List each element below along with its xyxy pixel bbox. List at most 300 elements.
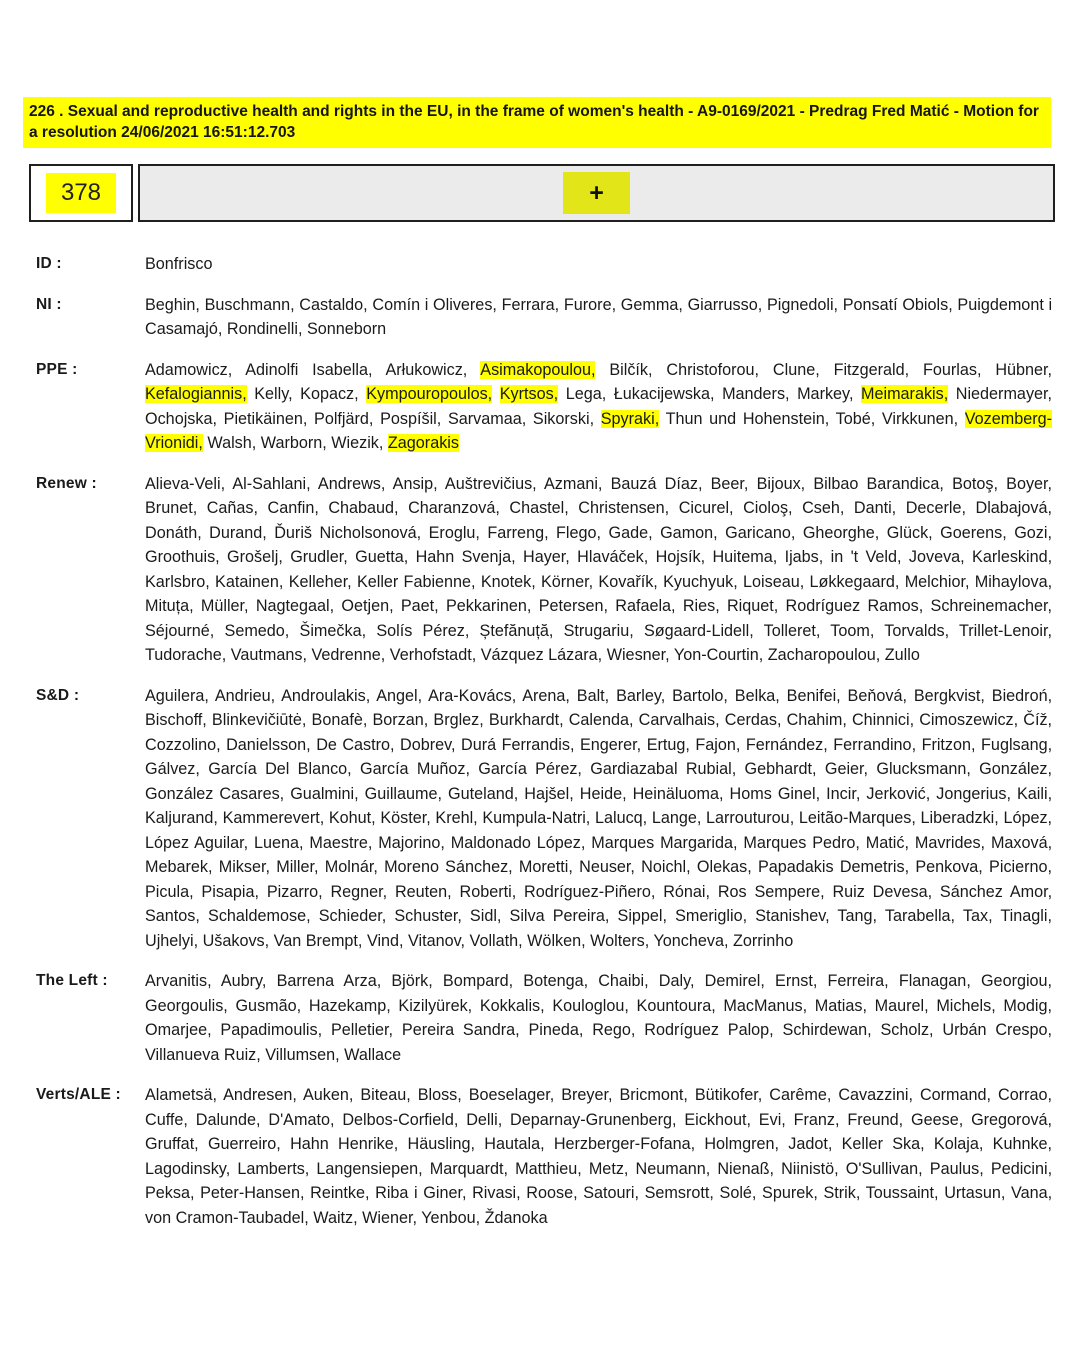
member-name: De Castro, <box>316 735 395 754</box>
member-name: Fajon, <box>695 735 741 754</box>
member-name: Pedicini, <box>990 1159 1053 1178</box>
member-name: Mihaylova, <box>974 572 1053 591</box>
member-name: Séjourné, <box>145 621 215 640</box>
member-name: Wölken, <box>527 931 586 950</box>
vote-count-box <box>29 164 133 222</box>
member-name: Cuffe, <box>145 1110 188 1129</box>
member-name: Cicurel, <box>678 499 734 517</box>
member-name: Clune, <box>772 360 820 379</box>
member-name: Gusmão, <box>235 996 302 1015</box>
member-name: Delbos-Corfield, <box>342 1110 459 1129</box>
member-name: Glück, <box>886 523 933 542</box>
member-name: González, <box>979 760 1053 778</box>
member-name: Wiener, <box>362 1208 418 1227</box>
member-name: Jerković, <box>866 784 931 803</box>
member-name: Boyer, <box>1006 474 1053 493</box>
member-name: Cioloş, <box>743 499 793 517</box>
member-name: Neuser, <box>579 858 635 876</box>
member-name: Spyraki, <box>600 409 660 428</box>
member-name: Müller, <box>200 597 249 615</box>
member-name: Karleskind, <box>972 548 1053 566</box>
member-name: Pekkarinen, <box>445 597 532 615</box>
member-name: Demirel, <box>704 972 765 990</box>
member-name: Knotek, <box>480 572 536 591</box>
member-name: Roberti, <box>459 882 517 901</box>
member-name: Ara-Kovács, <box>428 686 517 705</box>
member-name: Kympouropoulos, <box>366 385 493 403</box>
member-name: Björk, <box>391 972 433 990</box>
member-name: Silva Pereira, <box>509 907 610 925</box>
member-name: Satouri, <box>583 1184 639 1202</box>
member-name: Liberadzki, <box>920 809 999 827</box>
member-name: Danti, <box>853 499 897 517</box>
member-name: Bischoff, <box>145 711 207 729</box>
member-name: Cozzolino, <box>145 735 221 754</box>
member-name: Urbán Crespo, <box>942 1021 1052 1039</box>
member-name: Langensiepen, <box>316 1159 423 1178</box>
member-name: Goerens, <box>940 523 1007 542</box>
member-name: Androulakis, <box>281 686 371 705</box>
member-name: Furore, <box>563 295 617 314</box>
member-name: Maldonado López, <box>450 833 586 852</box>
member-name: Niinistö, <box>781 1159 839 1178</box>
member-name: Mikser, <box>218 858 270 876</box>
member-name: García Muñoz, <box>359 760 470 778</box>
member-name: Vollath, <box>469 931 523 950</box>
member-name: Číž, <box>1023 711 1053 729</box>
member-name: Peksa, <box>145 1184 195 1202</box>
member-name: Christensen, <box>578 499 670 517</box>
member-name: Gamon, <box>660 523 718 542</box>
member-name: Pisapia, <box>201 882 260 901</box>
member-name: Riquet, <box>726 597 779 615</box>
group-names-id <box>145 252 1052 277</box>
member-name: Vitanov, <box>408 931 466 950</box>
member-name: Lamberts, <box>237 1159 310 1178</box>
member-name: Wallace <box>344 1045 402 1064</box>
member-name: Jongerius, <box>936 784 1011 803</box>
vote-title: 226 . Sexual and reproductive health and rights in the EU, in the frame of women's health - A9-0169/2021 - Predrag Fred Matić - Motion for a resolution 24/06/2021 16:51:12.703 <box>29 103 1039 141</box>
member-name: Tobé, <box>835 409 876 428</box>
member-name: Ždanoka <box>484 1208 548 1227</box>
member-name: Omarjee, <box>145 1021 212 1039</box>
member-name: Keller Fabienne, <box>356 572 476 591</box>
member-name: Marques Pedro, <box>743 833 860 852</box>
member-name: Marquardt, <box>429 1159 509 1178</box>
group-names-ni <box>145 293 1052 342</box>
member-name: Schirdewan, <box>782 1021 872 1039</box>
member-name: Pelletier, <box>330 1021 394 1039</box>
member-name: Biedroń, <box>991 686 1053 705</box>
member-name: Bompard, <box>442 972 514 990</box>
group-label-ni: NI : <box>36 295 62 313</box>
member-name: Kyuchyuk, <box>663 572 738 591</box>
member-name: Gardiazabal Rubial, <box>590 760 737 778</box>
member-name: Leitão-Marques, <box>798 809 916 827</box>
member-name: Mavrides, <box>914 833 986 852</box>
member-name: Solé, <box>719 1184 757 1202</box>
member-name: Adinolfi Isabella, <box>245 360 373 379</box>
member-name: Kopacz, <box>300 385 359 403</box>
member-name: Lega, <box>565 385 607 403</box>
member-name: Noichl, <box>641 858 691 876</box>
group-row-verts <box>36 1083 1052 1230</box>
member-name: Decerle, <box>905 499 966 517</box>
member-name: Guetta, <box>355 548 409 566</box>
member-name: Vana, <box>1011 1184 1053 1202</box>
member-name: Ertug, <box>646 735 690 754</box>
member-name: Pietikäinen, <box>223 409 308 428</box>
member-name: Chabaud, <box>328 499 399 517</box>
member-name: Garicano, <box>725 523 796 542</box>
member-name: Kovařík, <box>598 572 658 591</box>
member-name: Al-Sahlani, <box>232 474 311 493</box>
member-name: Boeselager, <box>468 1086 555 1104</box>
member-name: Balt, <box>576 686 610 705</box>
member-name: Puigdemont i Casamajó, <box>145 295 1053 338</box>
member-name: Markey, <box>797 385 854 403</box>
member-name: Krehl, <box>435 809 478 827</box>
member-name: Holmgren, <box>704 1135 780 1153</box>
member-name: Keller Ska, <box>841 1135 925 1153</box>
member-name: Ernst, <box>775 972 818 990</box>
member-name: Adamowicz, <box>145 360 233 379</box>
member-name: Beghin, <box>145 295 200 314</box>
member-name: Gheorghe, <box>802 523 880 542</box>
member-name: Asimakopoulou, <box>480 360 596 379</box>
member-name: Schieder, <box>318 907 387 925</box>
member-name: Heinäluoma, <box>632 784 724 803</box>
member-name: Santos, <box>145 907 200 925</box>
member-name: Vázquez Lázara, <box>480 646 603 664</box>
member-name: Meimarakis, <box>860 385 949 403</box>
member-name: Sidl, <box>469 907 502 925</box>
group-row-left <box>36 969 1052 1067</box>
member-name: Riba i Giner, <box>375 1184 467 1202</box>
member-name: Homs Ginel, <box>729 784 821 803</box>
member-name: Gregorová, <box>971 1110 1053 1129</box>
member-name: Villanueva Ruiz, <box>145 1045 261 1064</box>
member-name: Petersen, <box>538 597 608 615</box>
group-row-id <box>36 252 1052 277</box>
member-name: Hahn Svenja, <box>415 548 516 566</box>
member-name: Kelleher, <box>288 572 352 591</box>
member-name: Comín i Oliveres, <box>372 295 497 314</box>
member-name: López, <box>1003 809 1053 827</box>
member-name: Georgoulis, <box>145 996 228 1015</box>
member-name: Karlsbro, <box>145 572 210 591</box>
member-name: Matić, <box>865 833 909 852</box>
member-name: Picula, <box>145 882 194 901</box>
member-name: Botoş, <box>952 474 998 493</box>
group-label-sd: S&D : <box>36 686 80 704</box>
member-name: Aguilera, <box>145 686 209 705</box>
member-name: Flego, <box>556 523 602 542</box>
member-name: Bergkvist, <box>913 686 985 705</box>
member-name: Köster, <box>380 809 431 827</box>
member-name: Yon-Courtin, <box>673 646 764 664</box>
member-name: Arena, <box>522 686 570 705</box>
member-name: Burkhardt, <box>488 711 564 729</box>
group-label-left: The Left : <box>36 972 108 989</box>
member-name: Giarrusso, <box>687 295 763 314</box>
member-name: Vedrenne, <box>311 646 386 664</box>
member-name: Majorino, <box>378 833 445 852</box>
member-name: Sippel, <box>617 907 668 925</box>
member-name: Carvalhais, <box>638 711 720 729</box>
member-name: Sánchez Amor, <box>939 882 1053 901</box>
member-name: Alieva-Veli, <box>145 474 226 493</box>
member-name: Herzberger-Fofana, <box>553 1135 696 1153</box>
member-name: Stanishev, <box>755 907 830 925</box>
group-list <box>36 252 1052 1246</box>
member-name: Smeriglio, <box>675 907 748 925</box>
member-name: Zullo <box>884 646 920 664</box>
group-row-renew <box>36 472 1052 668</box>
member-name: Fourlas, <box>923 360 982 379</box>
member-name: Picierno, <box>989 858 1053 876</box>
member-name: Auken, <box>302 1086 354 1104</box>
member-name: MacManus, <box>723 996 808 1015</box>
member-name: Barley, <box>616 686 666 705</box>
member-name: Ujhelyi, <box>145 931 199 950</box>
member-name: Sarvamaa, <box>447 409 527 428</box>
member-name: Marques Margarida, <box>591 833 738 852</box>
member-name: Regner, <box>330 882 388 901</box>
member-name: Cimoszewicz, <box>919 711 1019 729</box>
member-name: Chastel, <box>509 499 569 517</box>
member-name: Jadot, <box>788 1135 833 1153</box>
member-name: Delli, <box>466 1110 503 1129</box>
member-name: González Casares, <box>145 784 285 803</box>
member-name: Tudorache, <box>145 646 227 664</box>
member-name: Solís Pérez, <box>376 621 470 640</box>
member-name: Maurel, <box>874 996 929 1015</box>
member-name: Rafaela, <box>615 597 676 615</box>
member-name: Rivasi, <box>472 1184 521 1202</box>
member-name: Farreng, <box>487 523 549 542</box>
member-name: Lalucq, <box>594 809 648 827</box>
member-name: Pineda, <box>528 1021 584 1039</box>
member-name: D'Amato, <box>268 1110 335 1129</box>
vote-title-banner <box>23 97 1051 148</box>
member-name: Verhofstadt, <box>389 646 477 664</box>
member-name: Waitz, <box>313 1208 358 1227</box>
member-name: Manders, <box>722 385 790 403</box>
member-name: Kaljurand, <box>145 809 218 827</box>
member-name: Andresen, <box>223 1086 297 1104</box>
member-name: Bilbao Barandica, <box>813 474 944 493</box>
member-name: Ijabs, <box>784 548 824 566</box>
member-name: Papadimoulis, <box>220 1021 323 1039</box>
member-name: Paet, <box>400 597 439 615</box>
member-name: Schaldemose, <box>208 907 311 925</box>
member-name: Ruiz Devesa, <box>832 882 933 901</box>
member-name: Molnár, <box>324 858 378 876</box>
member-name: Moretti, <box>518 858 573 876</box>
member-name: Grudler, <box>290 548 348 566</box>
member-name: Virkkunen, <box>881 409 959 428</box>
member-name: Oetjen, <box>341 597 394 615</box>
member-name: Kumpula-Natri, <box>482 809 591 827</box>
member-name: Toussaint, <box>865 1184 939 1202</box>
member-name: Penkova, <box>915 858 983 876</box>
member-name: Ochojska, <box>145 409 217 428</box>
member-name: Polfjärd, <box>314 409 374 428</box>
member-name: Grošelj, <box>227 548 283 566</box>
member-name: Freund, <box>847 1110 904 1129</box>
member-name: Cañas, <box>206 499 259 517</box>
member-name: Cerdas, <box>724 711 782 729</box>
member-name: Kokkalis, <box>479 996 545 1015</box>
member-name: Gebhardt, <box>744 760 817 778</box>
group-names-renew <box>145 472 1052 668</box>
member-name: Borzan, <box>372 711 429 729</box>
member-name: Cormand, <box>919 1086 992 1104</box>
member-name: in 't Veld, <box>830 548 902 566</box>
member-name: Luena, <box>253 833 304 852</box>
member-name: Körner, <box>540 572 594 591</box>
member-name: Scholz, <box>880 1021 934 1039</box>
member-name: Peter-Hansen, <box>200 1184 305 1202</box>
member-name: Franz, <box>793 1110 840 1129</box>
member-name: Reuten, <box>394 882 452 901</box>
member-name: Tax, <box>962 907 993 925</box>
member-name: Donáth, <box>145 523 202 542</box>
member-name: Wiezik, <box>331 434 384 452</box>
member-name: Lagodinsky, <box>145 1159 231 1178</box>
plus-result-symbol: + <box>563 172 630 214</box>
member-name: Daly, <box>658 972 695 990</box>
member-name: Zagorakis <box>387 434 459 452</box>
member-name: Maxová, <box>990 833 1053 852</box>
member-name: Hojsík, <box>655 548 706 566</box>
member-name: Melchior, <box>904 572 970 591</box>
member-name: Buschmann, <box>204 295 295 314</box>
member-name: Bauzá Díaz, <box>610 474 703 493</box>
member-name: Eickhout, <box>684 1110 751 1129</box>
member-name: Bonfrisco <box>145 255 213 273</box>
member-name: Brunet, <box>145 499 198 517</box>
group-label-id: ID : <box>36 255 62 272</box>
member-name: Gálvez, <box>145 760 200 778</box>
member-name: Alametsä, <box>145 1086 217 1104</box>
member-name: Andrieu, <box>214 686 276 705</box>
member-name: Van Brempt, <box>273 931 363 950</box>
member-name: Bartolo, <box>672 686 728 705</box>
member-name: Biteau, <box>360 1086 411 1104</box>
member-name: Villumsen, <box>265 1045 340 1064</box>
member-name: Torvalds, <box>884 621 950 640</box>
vote-result-box <box>138 164 1055 222</box>
member-name: Guillaume, <box>364 784 442 803</box>
member-name: Semsrott, <box>644 1184 714 1202</box>
member-name: Ștefănuță, <box>479 621 554 640</box>
member-name: Gade, <box>608 523 653 542</box>
member-name: Rodríguez-Piñero, <box>524 882 656 901</box>
member-name: Reintke, <box>310 1184 370 1202</box>
member-name: Ďuriš Nicholsonová, <box>274 523 422 542</box>
member-name: Deparnay-Grunenberg, <box>510 1110 677 1129</box>
member-name: Guerreiro, <box>207 1135 281 1153</box>
group-label-renew: Renew : <box>36 474 97 492</box>
member-name: Castaldo, <box>299 295 368 314</box>
member-name: Eroglu, <box>428 523 480 542</box>
member-name: Wiesner, <box>606 646 670 664</box>
group-label-verts: Verts/ALE : <box>36 1086 121 1103</box>
member-name: Evi, <box>758 1110 786 1129</box>
member-name: O'Sullivan, <box>845 1159 923 1178</box>
member-name: Chahim, <box>786 711 847 729</box>
member-name: Hayer, <box>523 548 570 566</box>
member-name: Ros Sempere, <box>717 882 825 901</box>
member-name: Belka, <box>734 686 780 705</box>
member-name: Łukacijewska, <box>613 385 715 403</box>
member-name: Danielsson, <box>226 735 311 754</box>
member-name: Chinnici, <box>851 711 915 729</box>
member-name: Dalunde, <box>195 1110 261 1129</box>
member-name: Modig, <box>1003 996 1052 1015</box>
member-name: Flanagan, <box>898 972 971 990</box>
member-name: Bonafè, <box>311 711 368 729</box>
member-name: Canfin, <box>267 499 319 517</box>
member-name: Metz, <box>588 1159 629 1178</box>
member-name: Kyrtsos, <box>499 385 559 403</box>
group-label-ppe: PPE : <box>36 360 78 378</box>
member-name: Strugariu, <box>563 621 634 640</box>
member-name: Rodríguez Ramos, <box>785 597 924 615</box>
member-name: Maestre, <box>309 833 373 852</box>
member-name: Beňová, <box>847 686 907 705</box>
member-name: Pizarro, <box>266 882 323 901</box>
member-name: Beer, <box>710 474 749 493</box>
member-name: Tolleret, <box>763 621 821 640</box>
member-name: Lange, <box>651 809 702 827</box>
member-name: Rodríguez Palop, <box>644 1021 774 1039</box>
vote-summary-row <box>29 164 1055 222</box>
member-name: Brglez, <box>433 711 484 729</box>
member-name: Christoforou, <box>666 360 760 379</box>
member-name: Aubry, <box>220 972 267 990</box>
member-name: Ferrandino, <box>833 735 917 754</box>
member-name: García Del Blanco, <box>208 760 352 778</box>
member-name: Häusling, <box>407 1135 476 1153</box>
member-name: Wolters, <box>590 931 650 950</box>
group-row-ppe <box>36 358 1052 456</box>
member-name: Kountoura, <box>636 996 716 1015</box>
group-names-sd <box>145 684 1052 954</box>
member-name: Kizilyürek, <box>398 996 473 1015</box>
member-name: Schreinemacher, <box>930 597 1052 615</box>
member-name: Warborn, <box>260 434 327 452</box>
member-name: Sonneborn <box>306 320 387 338</box>
member-name: Løkkegaard, <box>809 572 900 591</box>
member-name: Dobrev, <box>400 735 456 754</box>
member-name: Walsh, <box>207 434 257 452</box>
member-name: Neumann, <box>635 1159 711 1178</box>
member-name: Gemma, <box>620 295 683 314</box>
member-name: Rego, <box>592 1021 636 1039</box>
member-name: Niedermayer, <box>955 385 1053 403</box>
member-name: Zacharopoulou, <box>767 646 881 664</box>
member-name: Kammerevert, <box>222 809 325 827</box>
member-name: Larrouturou, <box>706 809 795 827</box>
member-name: Ušakovs, <box>202 931 270 950</box>
group-names-ppe <box>145 358 1052 456</box>
member-name: Urtasun, <box>944 1184 1006 1202</box>
member-name: Bricmont, <box>619 1086 688 1104</box>
member-name: Georgiou, <box>980 972 1053 990</box>
